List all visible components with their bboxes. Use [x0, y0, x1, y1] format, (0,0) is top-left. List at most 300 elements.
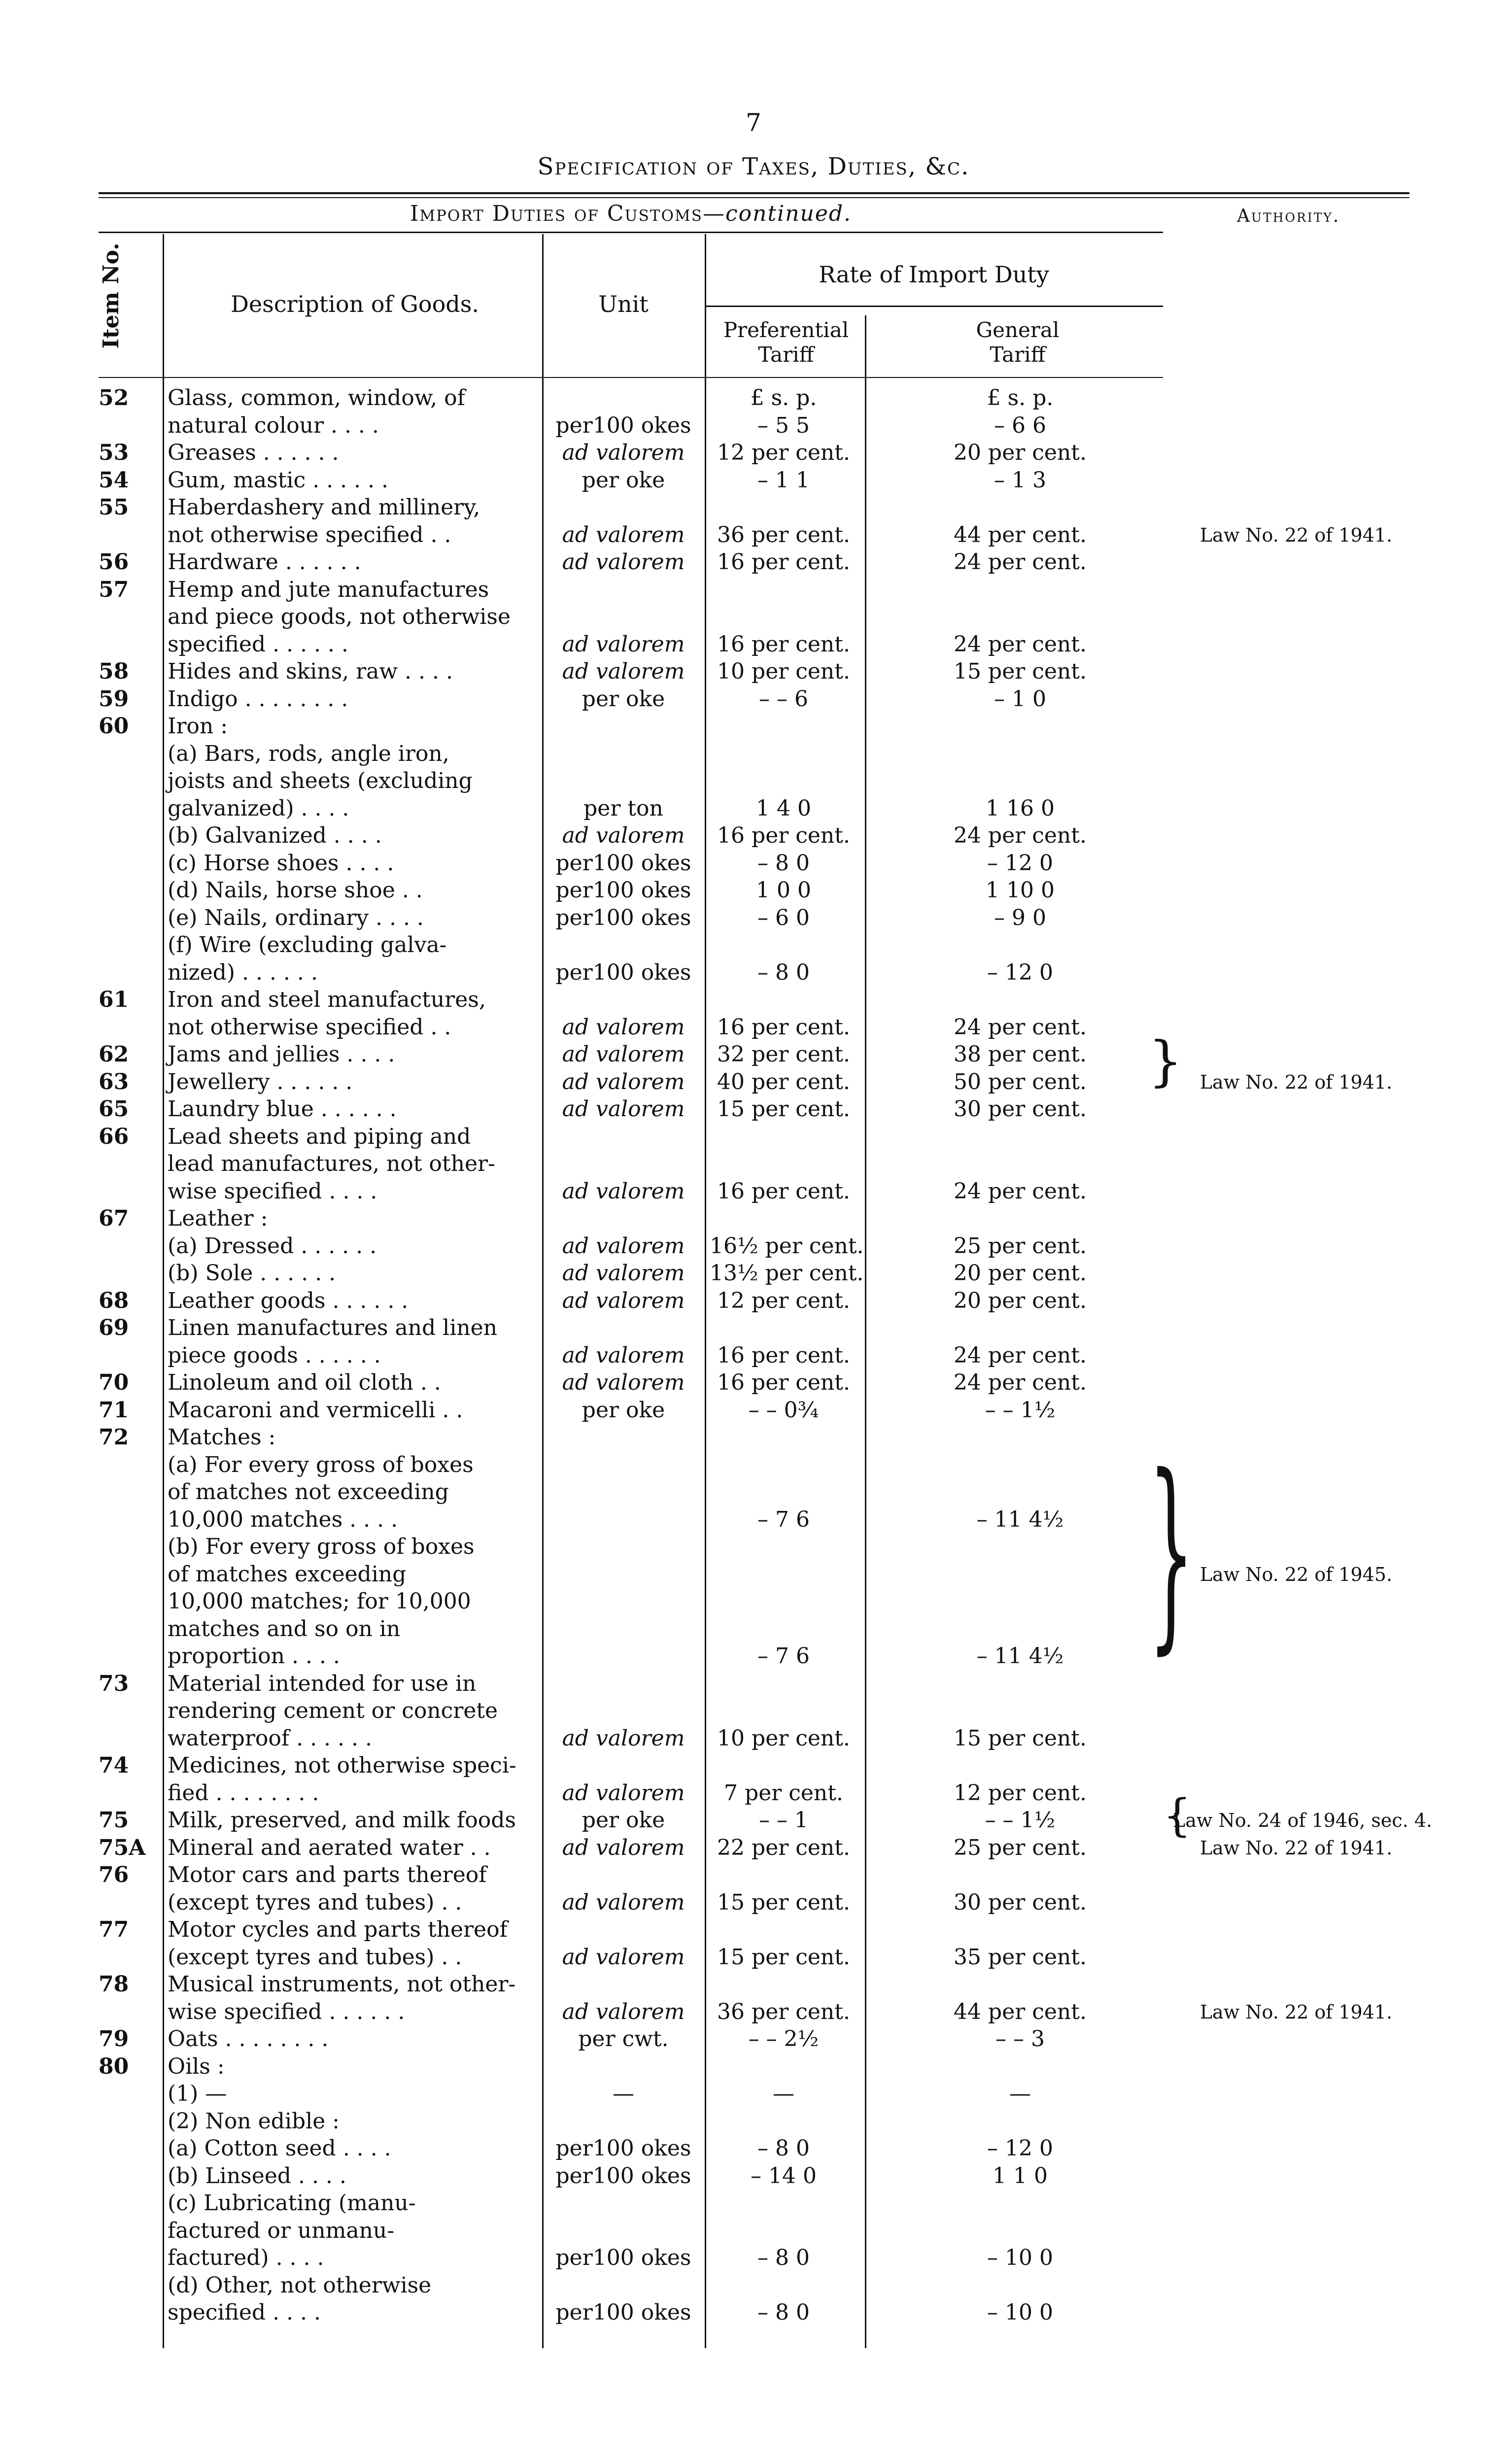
unit-cell: ad valorem	[562, 1261, 685, 1286]
item-number: 70	[99, 1370, 129, 1395]
description-cell: nized) . . . . . .	[168, 959, 318, 985]
description-cell: Milk, preserved, and milk foods	[168, 1808, 516, 1833]
unit-cell: per100 okes	[555, 959, 691, 985]
unit-cell: ad valorem	[562, 1835, 685, 1860]
general-cell: 44 per cent.	[954, 1999, 1087, 2024]
description-cell: and piece goods, not otherwise	[168, 604, 511, 629]
general-cell: 44 per cent.	[954, 522, 1087, 548]
header-preferential-1: Preferential	[723, 318, 849, 342]
preferential-cell: – 6 0	[757, 905, 810, 930]
general-cell: 1 16 0	[986, 795, 1055, 821]
table-row	[0, 631, 1507, 658]
unit-cell: per100 okes	[555, 878, 691, 903]
unit-cell: ad valorem	[562, 1370, 685, 1395]
authority-cell: Law No. 22 of 1941.	[1199, 1071, 1393, 1093]
general-cell: 38 per cent.	[954, 1042, 1087, 1067]
unit-cell: per100 okes	[555, 2300, 691, 2325]
description-cell: Glass, common, window, of	[168, 385, 465, 411]
description-cell: wise specified . . . . . .	[168, 1999, 405, 2024]
preferential-cell: – 7 6	[757, 1506, 810, 1532]
general-cell: 24 per cent.	[954, 1342, 1087, 1368]
rate-header-rule	[705, 306, 1163, 307]
preferential-cell: – – 6	[759, 686, 808, 712]
preferential-cell: 15 per cent.	[717, 1096, 850, 1122]
unit-cell: ad valorem	[562, 1288, 685, 1313]
item-number: 55	[99, 495, 129, 520]
description-cell: of matches exceeding	[168, 1561, 407, 1587]
description-cell: (b) For every gross of boxes	[168, 1534, 475, 1559]
description-cell: Linoleum and oil cloth . .	[168, 1370, 441, 1395]
description-cell: waterproof . . . . . .	[168, 1725, 372, 1751]
description-cell: Lead sheets and piping and	[168, 1124, 471, 1149]
description-cell: Hemp and jute manufactures	[168, 577, 489, 602]
description-cell: (1) —	[168, 2081, 227, 2106]
table-row	[0, 1615, 1507, 1643]
item-number: 68	[99, 1288, 129, 1313]
preferential-cell: 16 per cent.	[717, 1014, 850, 1040]
table-row	[0, 1971, 1507, 1998]
preferential-cell: – – 1	[759, 1808, 808, 1833]
preferential-cell: 32 per cent.	[717, 1042, 850, 1067]
preferential-cell: 15 per cent.	[717, 1944, 850, 1970]
preferential-cell: 16 per cent.	[717, 1178, 850, 1204]
item-number: 65	[99, 1096, 129, 1122]
general-cell: – 1 3	[994, 467, 1046, 493]
section-rule	[99, 232, 1163, 233]
general-cell: – – 1½	[985, 1808, 1056, 1833]
table-row	[0, 685, 1507, 713]
table-row	[0, 494, 1507, 521]
table-row	[0, 603, 1507, 631]
table-row	[0, 1451, 1507, 1479]
table-row	[0, 1041, 1507, 1068]
preferential-cell: – – 2½	[748, 2026, 819, 2052]
unit-cell: ad valorem	[562, 1014, 685, 1040]
general-cell: 1 10 0	[986, 878, 1055, 903]
header-description: Description of Goods.	[231, 291, 479, 317]
table-row	[0, 1944, 1507, 1971]
description-cell: (c) Horse shoes . . . .	[168, 850, 394, 876]
description-cell: 10,000 matches . . . .	[168, 1506, 398, 1532]
general-cell: 12 per cent.	[954, 1780, 1087, 1806]
description-cell: proportion . . . .	[168, 1643, 340, 1669]
table-row	[0, 1643, 1507, 1670]
description-cell: fied . . . . . . . .	[168, 1780, 319, 1806]
table-row	[0, 658, 1507, 685]
preferential-cell: £ s. p.	[750, 385, 817, 411]
general-cell: 15 per cent.	[954, 659, 1087, 684]
description-cell: Hardware . . . . . .	[168, 549, 361, 575]
general-cell: 24 per cent.	[954, 549, 1087, 575]
description-cell: (d) Nails, horse shoe . .	[168, 878, 423, 903]
table-row	[0, 548, 1507, 576]
description-cell: Material intended for use in	[168, 1671, 477, 1696]
unit-cell: ad valorem	[562, 440, 685, 465]
unit-cell: per100 okes	[555, 412, 691, 438]
authority-brace-1941: }	[1148, 1029, 1183, 1093]
header-preferential	[710, 318, 862, 367]
preferential-cell: 1 4 0	[756, 795, 811, 821]
preferential-cell: 7 per cent.	[724, 1780, 843, 1806]
table-row	[0, 2053, 1507, 2081]
preferential-cell: – 8 0	[757, 2245, 810, 2270]
description-cell: of matches not exceeding	[168, 1479, 449, 1505]
general-cell: – 12 0	[987, 959, 1053, 985]
item-number: 80	[99, 2053, 129, 2079]
description-cell: Medicines, not otherwise speci-	[168, 1753, 516, 1778]
item-number: 60	[99, 714, 129, 739]
table-row	[0, 1807, 1507, 1834]
table-row	[0, 713, 1507, 740]
unit-cell: per ton	[583, 795, 663, 821]
table-row	[0, 2025, 1507, 2053]
table-row	[0, 1588, 1507, 1615]
item-number: 62	[99, 1042, 129, 1067]
item-number: 73	[99, 1671, 129, 1696]
table-row	[0, 1998, 1507, 2026]
table-row	[0, 2217, 1507, 2245]
unit-cell: per oke	[582, 686, 665, 712]
preferential-cell: —	[773, 2081, 794, 2106]
preferential-cell: 36 per cent.	[717, 1999, 850, 2024]
table-row	[0, 384, 1507, 412]
table-row	[0, 1533, 1507, 1561]
authority-brace-1945: }	[1148, 1432, 1195, 1673]
authority-header: Authority.	[1237, 206, 1340, 226]
unit-cell: ad valorem	[562, 631, 685, 657]
table-row	[0, 1697, 1507, 1725]
general-cell: – 1 0	[994, 686, 1046, 712]
table-row	[0, 1725, 1507, 1752]
description-cell: Jewellery . . . . . .	[168, 1069, 353, 1095]
table-row	[0, 1834, 1507, 1862]
top-rule	[99, 192, 1409, 194]
general-cell: 20 per cent.	[954, 440, 1087, 465]
item-number: 77	[99, 1917, 129, 1942]
item-number: 54	[99, 467, 129, 493]
general-cell: – 10 0	[987, 2300, 1053, 2325]
item-number: 72	[99, 1425, 129, 1450]
table-row	[0, 1068, 1507, 1096]
preferential-cell: – 7 6	[757, 1643, 810, 1669]
item-number: 67	[99, 1206, 129, 1231]
description-cell: Greases . . . . . .	[168, 440, 339, 465]
table-row	[0, 1397, 1507, 1424]
preferential-cell: 40 per cent.	[717, 1069, 850, 1095]
description-cell: Iron and steel manufactures,	[168, 987, 486, 1012]
general-cell: – – 3	[995, 2026, 1045, 2052]
unit-cell: ad valorem	[562, 1889, 685, 1915]
item-number: 69	[99, 1315, 129, 1340]
table-row	[0, 2190, 1507, 2217]
item-number: 53	[99, 440, 129, 465]
item-number: 59	[99, 686, 129, 712]
item-number: 56	[99, 549, 129, 575]
preferential-cell: 12 per cent.	[717, 1288, 850, 1313]
table-row	[0, 1506, 1507, 1534]
preferential-cell: – 8 0	[757, 2136, 810, 2161]
general-cell: – 11 4½	[976, 1506, 1064, 1532]
preferential-cell: 16 per cent.	[717, 1370, 850, 1395]
preferential-cell: 12 per cent.	[717, 440, 850, 465]
table-row	[0, 1178, 1507, 1205]
table-row	[0, 1014, 1507, 1041]
description-cell: Leather goods . . . . . .	[168, 1288, 409, 1313]
preferential-cell: 10 per cent.	[717, 659, 850, 684]
table-row	[0, 904, 1507, 932]
table-row	[0, 795, 1507, 822]
general-cell: – 9 0	[994, 905, 1046, 930]
description-cell: (except tyres and tubes) . .	[168, 1944, 462, 1970]
header-general-1: General	[976, 318, 1060, 342]
item-number: 71	[99, 1397, 129, 1423]
description-cell: (b) Sole . . . . . .	[168, 1261, 336, 1286]
header-bottom-rule	[99, 377, 1163, 378]
item-number: 57	[99, 577, 129, 602]
preferential-cell: 16½ per cent.	[710, 1233, 864, 1259]
header-general	[872, 318, 1163, 367]
description-cell: piece goods . . . . . .	[168, 1342, 381, 1368]
unit-cell: ad valorem	[562, 1999, 685, 2024]
description-cell: Linen manufactures and linen	[168, 1315, 498, 1340]
top-rule-thin	[99, 197, 1409, 198]
unit-cell: per100 okes	[555, 905, 691, 930]
preferential-cell: – 14 0	[751, 2163, 817, 2189]
table-row	[0, 986, 1507, 1014]
authority-brace-1946: {	[1163, 1790, 1192, 1842]
table-row	[0, 1780, 1507, 1807]
table-row	[0, 850, 1507, 877]
general-cell: – – 1½	[985, 1397, 1056, 1423]
general-cell: 1 1 0	[993, 2163, 1048, 2189]
item-number: 66	[99, 1124, 129, 1149]
unit-cell: ad valorem	[562, 549, 685, 575]
page-title: Specification of Taxes, Duties, &c.	[537, 153, 970, 180]
general-cell: 24 per cent.	[954, 1014, 1087, 1040]
general-cell: 30 per cent.	[954, 1096, 1087, 1122]
description-cell: galvanized) . . . .	[168, 795, 349, 821]
description-cell: (except tyres and tubes) . .	[168, 1889, 462, 1915]
table-row	[0, 740, 1507, 768]
general-cell: 24 per cent.	[954, 1370, 1087, 1395]
description-cell: (2) Non edible :	[168, 2108, 340, 2134]
unit-cell: ad valorem	[562, 1233, 685, 1259]
page-number: 7	[746, 108, 761, 137]
description-cell: Motor cycles and parts thereof	[168, 1917, 508, 1942]
general-cell: £ s. p.	[987, 385, 1054, 411]
unit-cell: per oke	[582, 467, 665, 493]
preferential-cell: – 8 0	[757, 2300, 810, 2325]
description-cell: Motor cars and parts thereof	[168, 1862, 487, 1887]
authority-cell: Law No. 22 of 1941.	[1199, 2001, 1393, 2023]
header-item-no: Item No.	[99, 242, 124, 349]
authority-cell: Law No. 22 of 1941.	[1199, 524, 1393, 546]
preferential-cell: – 1 1	[757, 467, 810, 493]
section-title	[99, 201, 1163, 226]
unit-cell: ad valorem	[562, 1780, 685, 1806]
general-cell: – 6 6	[994, 412, 1046, 438]
table-row	[0, 1287, 1507, 1315]
description-cell: specified . . . . . .	[168, 631, 348, 657]
preferential-cell: 22 per cent.	[717, 1835, 850, 1860]
item-number: 75	[99, 1808, 129, 1833]
table-row	[0, 1752, 1507, 1780]
preferential-cell: 16 per cent.	[717, 549, 850, 575]
description-cell: lead manufactures, not other-	[168, 1151, 495, 1176]
general-cell: 15 per cent.	[954, 1725, 1087, 1751]
item-number: 75A	[99, 1835, 146, 1860]
table-row	[0, 1889, 1507, 1916]
unit-cell: ad valorem	[562, 1725, 685, 1751]
unit-cell: per cwt.	[578, 2026, 669, 2052]
unit-cell: per100 okes	[555, 850, 691, 876]
general-cell: 50 per cent.	[954, 1069, 1087, 1095]
description-cell: factured) . . . .	[168, 2245, 324, 2270]
unit-cell: ad valorem	[562, 1042, 685, 1067]
table-row	[0, 959, 1507, 987]
unit-cell: ad valorem	[562, 1944, 685, 1970]
general-cell: 35 per cent.	[954, 1944, 1087, 1970]
table-row	[0, 2244, 1507, 2272]
unit-cell: per100 okes	[555, 2245, 691, 2270]
general-cell: – 12 0	[987, 850, 1053, 876]
item-number: 63	[99, 1069, 129, 1095]
description-cell: (a) Dressed . . . . . .	[168, 1233, 377, 1259]
description-cell: wise specified . . . .	[168, 1178, 377, 1204]
item-number: 58	[99, 659, 129, 684]
header-general-2: Tariff	[990, 342, 1046, 367]
description-cell: Iron :	[168, 714, 228, 739]
description-cell: Haberdashery and millinery,	[168, 495, 480, 520]
unit-cell: ad valorem	[562, 1096, 685, 1122]
general-cell: – 11 4½	[976, 1643, 1064, 1669]
description-cell: Jams and jellies . . . .	[168, 1042, 395, 1067]
description-cell: (a) Cotton seed . . . .	[168, 2136, 391, 2161]
table-row	[0, 1342, 1507, 1369]
table-row	[0, 877, 1507, 904]
description-cell: Macaroni and vermicelli . .	[168, 1397, 463, 1423]
authority-cell: Law No. 22 of 1945.	[1199, 1563, 1393, 1585]
preferential-cell: 13½ per cent.	[710, 1261, 864, 1286]
table-row	[0, 1861, 1507, 1889]
preferential-cell: – 8 0	[757, 850, 810, 876]
description-cell: (b) Linseed . . . .	[168, 2163, 346, 2189]
description-cell: not otherwise specified . .	[168, 522, 451, 548]
table-row	[0, 2080, 1507, 2108]
general-cell: —	[1009, 2081, 1031, 2106]
table-row	[0, 1478, 1507, 1506]
general-cell: – 12 0	[987, 2136, 1053, 2161]
unit-cell: ad valorem	[562, 522, 685, 548]
general-cell: – 10 0	[987, 2245, 1053, 2270]
item-number: 61	[99, 987, 129, 1012]
description-cell: Laundry blue . . . . . .	[168, 1096, 397, 1122]
description-cell: Leather :	[168, 1206, 268, 1231]
description-cell: Oats . . . . . . . .	[168, 2026, 329, 2052]
table-row	[0, 1561, 1507, 1588]
table-row	[0, 1205, 1507, 1232]
general-cell: 24 per cent.	[954, 823, 1087, 848]
table-row	[0, 1260, 1507, 1287]
item-number: 79	[99, 2026, 129, 2052]
description-cell: rendering cement or concrete	[168, 1698, 498, 1723]
preferential-cell: 16 per cent.	[717, 1342, 850, 1368]
table-row	[0, 1369, 1507, 1397]
table-row	[0, 521, 1507, 549]
description-cell: (c) Lubricating (manu-	[168, 2190, 416, 2216]
description-cell: specified . . . .	[168, 2300, 321, 2325]
description-cell: Gum, mastic . . . . . .	[168, 467, 388, 493]
preferential-cell: 36 per cent.	[717, 522, 850, 548]
table-row	[0, 767, 1507, 795]
description-cell: joists and sheets (excluding	[168, 768, 473, 793]
section-title-text: Import Duties of Customs	[410, 201, 703, 226]
header-rate: Rate of Import Duty	[819, 261, 1049, 288]
table-row	[0, 467, 1507, 494]
general-cell: 24 per cent.	[954, 631, 1087, 657]
header-unit: Unit	[598, 291, 649, 317]
unit-cell: —	[613, 2081, 634, 2106]
preferential-cell: 16 per cent.	[717, 823, 850, 848]
description-cell: Hides and skins, raw . . . .	[168, 659, 453, 684]
unit-cell: ad valorem	[562, 1069, 685, 1095]
item-number: 52	[99, 385, 129, 411]
general-cell: 20 per cent.	[954, 1288, 1087, 1313]
table-row	[0, 1424, 1507, 1451]
unit-cell: per oke	[582, 1397, 665, 1423]
unit-cell: ad valorem	[562, 1342, 685, 1368]
description-cell: Indigo . . . . . . . .	[168, 686, 348, 712]
preferential-cell: 15 per cent.	[717, 1889, 850, 1915]
table-row	[0, 2162, 1507, 2190]
preferential-cell: 1 0 0	[756, 878, 811, 903]
preferential-cell: – – 0¾	[748, 1397, 819, 1423]
description-cell: (a) Bars, rods, angle iron,	[168, 741, 449, 766]
authority-cell: Law No. 24 of 1946, sec. 4.	[1173, 1810, 1433, 1831]
unit-cell: per oke	[582, 1808, 665, 1833]
table-row	[0, 822, 1507, 850]
description-cell: Mineral and aerated water . .	[168, 1835, 491, 1860]
table-row	[0, 1150, 1507, 1178]
description-cell: Musical instruments, not other-	[168, 1972, 516, 1997]
table-row	[0, 1916, 1507, 1944]
table-row	[0, 1095, 1507, 1123]
table-row	[0, 1314, 1507, 1342]
header-preferential-2: Tariff	[758, 342, 814, 367]
unit-cell: ad valorem	[562, 823, 685, 848]
description-cell: (e) Nails, ordinary . . . .	[168, 905, 424, 930]
description-cell: (d) Other, not otherwise	[168, 2272, 432, 2298]
description-cell: (f) Wire (excluding galva-	[168, 932, 447, 958]
authority-cell: Law No. 22 of 1941.	[1199, 1837, 1393, 1859]
description-cell: natural colour . . . .	[168, 412, 379, 438]
description-cell: Matches :	[168, 1425, 276, 1450]
item-number: 78	[99, 1972, 129, 1997]
description-cell: Oils :	[168, 2053, 225, 2079]
table-row	[0, 2108, 1507, 2135]
general-cell: 25 per cent.	[954, 1233, 1087, 1259]
table-row	[0, 2135, 1507, 2162]
table-row	[0, 412, 1507, 440]
general-cell: 25 per cent.	[954, 1835, 1087, 1860]
section-title-suffix: —continued.	[702, 201, 852, 226]
description-cell: (b) Galvanized . . . .	[168, 823, 382, 848]
table-row	[0, 1123, 1507, 1151]
item-number: 76	[99, 1862, 129, 1887]
description-cell: (a) For every gross of boxes	[168, 1452, 474, 1477]
preferential-cell: – 8 0	[757, 959, 810, 985]
general-cell: 24 per cent.	[954, 1178, 1087, 1204]
